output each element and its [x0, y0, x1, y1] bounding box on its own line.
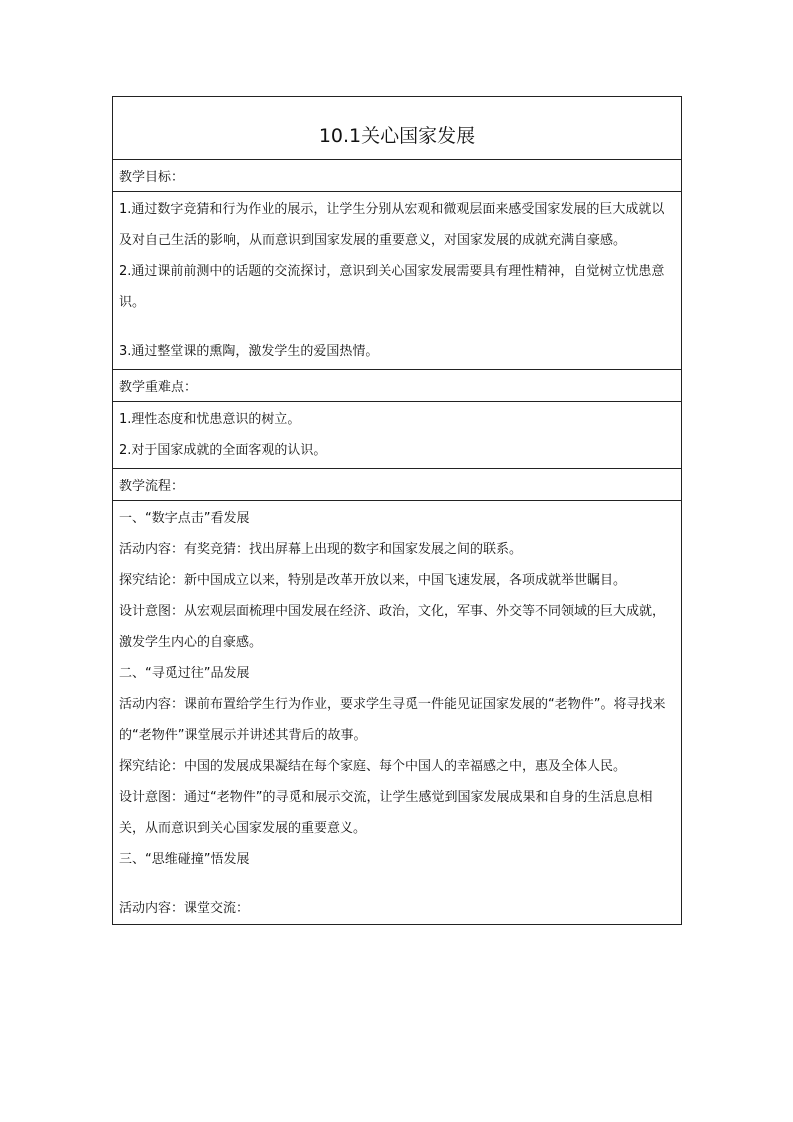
objective-item: 3.通过整堂课的熏陶，激发学生的爱国热情。: [119, 344, 379, 359]
document-title: 10.1关心国家发展: [318, 124, 476, 147]
key-points-heading-row: [113, 369, 681, 401]
key-points-heading: 教学重难点：: [119, 380, 198, 395]
title-row: [113, 97, 681, 159]
process-item: 探究结论：中国的发展成果凝结在每个家庭、每个中国人的幸福感之中，惠及全体人民。: [119, 759, 627, 774]
process-item: 活动内容：课前布置给学生行为作业，要求学生寻觅一件能见证国家发展的“老物件”。将寻找来的“老物件”课堂展示并讲述其背后的故事。: [119, 697, 666, 743]
process-item: 探究结论：新中国成立以来，特别是改革开放以来，中国飞速发展，各项成就举世瞩目。: [119, 573, 627, 588]
process-item: 一、“数字点击”看发展: [119, 511, 250, 526]
process-heading-row: [113, 468, 681, 500]
key-point-item: 1.理性态度和忧患意识的树立。: [119, 412, 301, 427]
objectives-heading-row: [113, 159, 681, 191]
process-item: 活动内容：课堂交流：: [119, 901, 250, 916]
key-points-content: [113, 401, 681, 468]
objective-item: 2.通过课前前测中的话题的交流探讨，意识到关心国家发展需要具有理性精神，自觉树立忧患意识。: [119, 264, 665, 310]
objectives-content: [113, 191, 681, 369]
process-item: 二、“寻觅过往”品发展: [119, 666, 250, 681]
key-point-item: 2.对于国家成就的全面客观的认识。: [119, 443, 327, 458]
lesson-plan-table: [112, 96, 682, 925]
objective-item: 1.通过数字竞猜和行为作业的展示，让学生分别从宏观和微观层面来感受国家发展的巨大成就以及对自己生活的影响，从而意识到国家发展的重要意义，对国家发展的成就充满自豪感。: [119, 202, 665, 248]
process-content: [113, 500, 681, 924]
process-heading: 教学流程：: [119, 479, 185, 494]
process-item: 设计意图：从宏观层面梳理中国发展在经济、政治，文化，军事、外交等不同领域的巨大成就，激发学生内心的自豪感。: [119, 604, 666, 650]
process-item: 设计意图：通过“老物件”的寻觅和展示交流，让学生感觉到国家发展成果和自身的生活息息相关，从而意识到关心国家发展的重要意义。: [119, 790, 653, 836]
process-item: 三、“思维碰撞”悟发展: [119, 852, 250, 867]
process-item: 活动内容：有奖竞猜：找出屏幕上出现的数字和国家发展之间的联系。: [119, 542, 523, 557]
spacer: [119, 318, 675, 336]
objectives-heading: 教学目标：: [119, 170, 185, 185]
spacer: [119, 875, 675, 893]
